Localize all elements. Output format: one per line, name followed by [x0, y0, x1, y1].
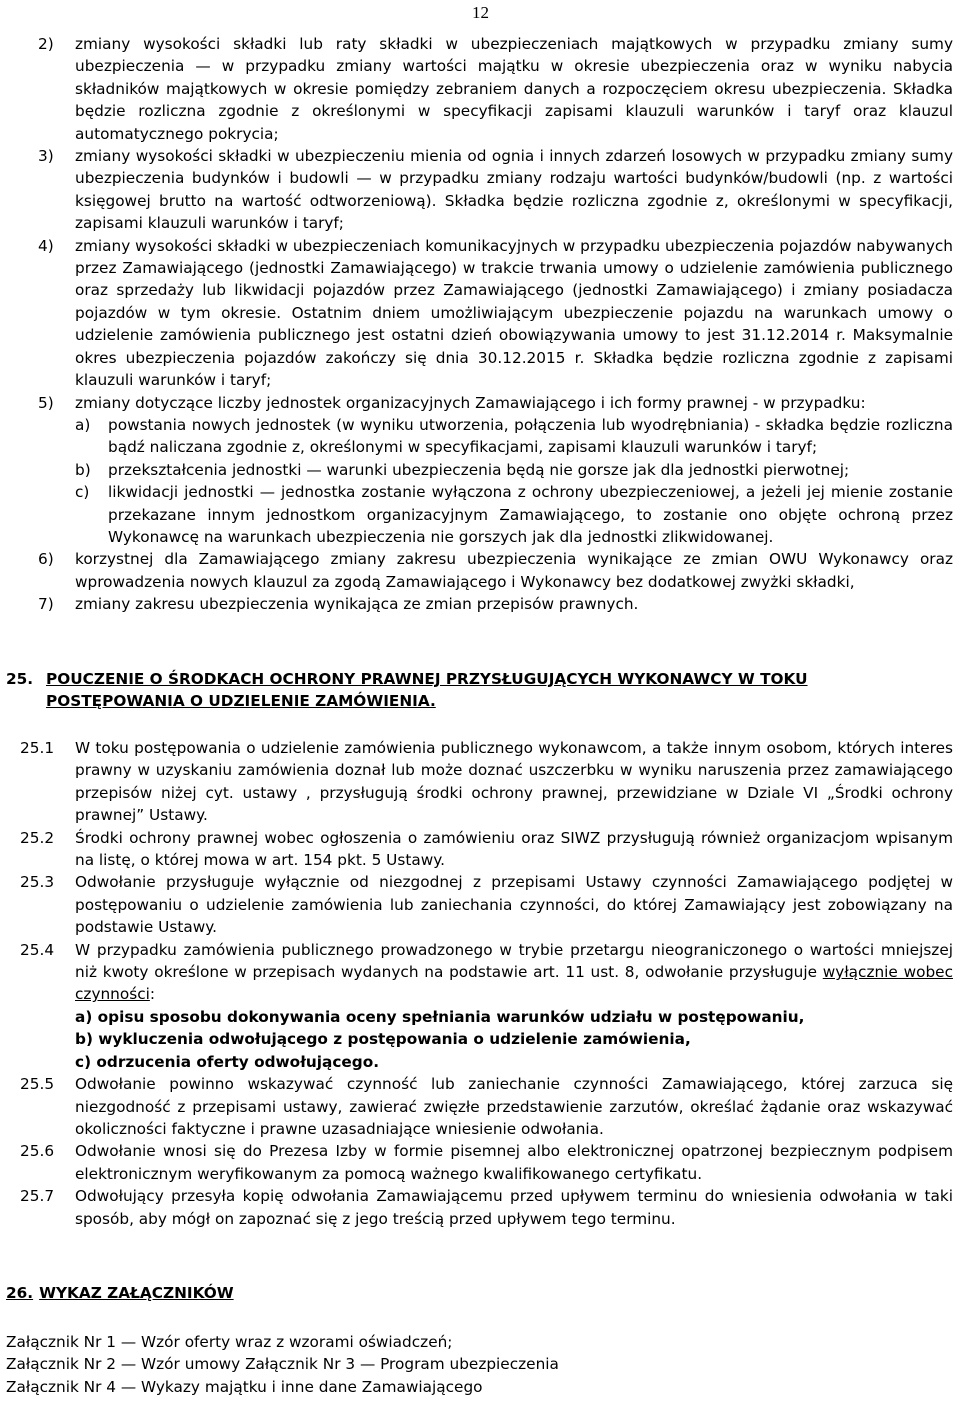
paragraph-text: W przypadku zamówienia publicznego prowadzonego w trybie przetargu nieograniczonego o wartości mniejszej niż kwoty określone w przepisach wydanych na podstawie art. 11 ust. 8, odwołanie przysługuje — [75, 940, 953, 982]
sub-item-text: powstania nowych jednostek (w wyniku utworzenia, połączenia lub wyodrębniania) - składka będzie rozliczna bądź naliczana zgodnie z, określonymi w specyfikacjami, zapisami klauzuli warunków i taryf; — [108, 415, 953, 457]
section-title: POUCZENIE O ŚRODKACH OCHRONY PRAWNEJ PRZYSŁUGUJĄCYCH WYKONAWCY W TOKU — [46, 670, 808, 688]
item-number: 2) — [38, 35, 54, 53]
paragraph-number: 25.3 — [20, 873, 55, 892]
sub-list-item — [0, 459, 960, 481]
underlined-text: wyłącznie wobec czynności — [75, 963, 953, 1004]
item-number: 4) — [38, 236, 54, 255]
paragraph — [0, 737, 960, 827]
bold-item-b: b) wykluczenia odwołującego z postępowania o udzielenie zamówienia, — [75, 1030, 691, 1049]
sub-list-item — [0, 481, 960, 548]
list-item — [0, 235, 960, 392]
item-number: 6) — [38, 550, 54, 569]
paragraph-number: 25.2 — [20, 828, 55, 847]
paragraph-text: Odwołanie powinno wskazywać czynność lub zaniechanie czynności Zamawiającego, której zarzuca się niezgodność z przepisami ustawy, zawierać zwięzłe przedstawienie zarzutów, określać żądanie oraz wskazywać okoliczności faktyczne i prawne uzasadniające wniesienie odwołania. — [75, 1075, 953, 1138]
paragraph — [0, 871, 960, 938]
sub-item-text: likwidacji jednostki — jednostka zostanie wyłączona z ochrony ubezpieczeniowej, a jeżeli jej mienie zostanie przekazane innym jednostkom organizacyjnym Zamawiającego, to zostanie ono objęte ochroną przez Wykonawcę na warunkach ubezpieczenia nie gorszych jak dla jednostki zlikwidowanej. — [108, 483, 953, 546]
section-title: WYKAZ ZAŁĄCZNIKÓW — [39, 1284, 234, 1302]
paragraph-number: 25.5 — [20, 1075, 55, 1094]
item-number: 7) — [38, 595, 54, 614]
paragraph-text: Odwołanie wnosi się do Prezesa Izby w formie pisemnej albo elektronicznej opatrzonej bezpiecznym podpisem elektronicznym weryfikowanym za pomocą ważnego kwalifikowanego certyfikatu. — [75, 1142, 953, 1183]
paragraph-text: W toku postępowania o udzielenie zamówienia publicznego wykonawcom, a także innym osobom, których interes prawny w uzyskaniu zamówienia doznał lub może doznać uszczerbku w wyniku naruszenia przez zamawiającego przepisów niżej cyt. ustawy , przysługują środki ochrony prawnej, przewidziane w Dziale VI „Środki ochrony prawnej” Ustawy. — [75, 739, 953, 825]
paragraph — [0, 1185, 960, 1230]
paragraph — [0, 939, 960, 1073]
page-number: 12 — [472, 3, 489, 22]
paragraph-text: Odwołanie przysługuje wyłącznie od niezgodnej z przepisami Ustawy czynności Zamawiającego podjętej w postępowaniu o udzielenie zamówienia lub zaniechania czynności, do której Zamawiający jest zobowiązany na podstawie Ustawy. — [75, 873, 953, 937]
item-number: 5) — [38, 393, 54, 412]
bold-item-c: c) odrzucenia oferty odwołującego. — [75, 1052, 380, 1071]
list-item — [0, 548, 960, 593]
attachment-line: Załącznik Nr 1 — Wzór oferty wraz z wzorami oświadczeń; — [6, 1333, 453, 1351]
list-item — [0, 33, 960, 145]
item-text: zmiany wysokości składki lub raty składki w ubezpieczeniach majątkowych w przypadku zmiany sumy ubezpieczenia — w przypadku zmiany wartości majątku w okresie ubezpieczenia oraz w wyniku nabycia składników majątkowych w okresie pomiędzy zebraniem danych a rozpoczęciem okresu ubezpieczenia. Składka będzie rozliczna zgodnie z określonymi w specyfikacji zapisami klauzuli warunków i taryf oraz klauzul automatycznego pokrycia; — [75, 35, 953, 143]
sub-item-number: c) — [75, 483, 90, 502]
attachments-list — [6, 1331, 559, 1398]
attachment-line: Załącznik Nr 2 — Wzór umowy Załącznik Nr 3 — Program ubezpieczenia — [6, 1355, 559, 1374]
item-text: zmiany wysokości składki w ubezpieczeniach komunikacyjnych w przypadku ubezpieczenia pojazdów nabywanych przez Zamawiającego (jednostki Zamawiającego) w trakcie trwania umowy o udzielenie zamówienia publicznego oraz sprzedaży lub likwidacji pojazdów przez Zamawiającego (jednostki Zamawiającego) i zmiany posiadacza pojazdów w tym okresie. Ostatnim dniem umożliwiającym ubezpieczenie pojazdu na warunkach umowy o udzielenie zamówienia publicznego jest ostatni dzień obowiązywania umowy to jest 31.12.2014 r. Maksymalnie okres ubezpieczenia pojazdów zakończy się dnia 30.12.2015 r. Składka będzie rozliczna zgodnie z zapisami klauzuli warunków i taryf; — [75, 236, 953, 390]
item-text: zmiany zakresu ubezpieczenia wynikająca ze zmian przepisów prawnych. — [75, 595, 639, 614]
punctuation: : — [149, 985, 156, 1004]
paragraph — [0, 1140, 960, 1185]
paragraph-number: 25.7 — [20, 1187, 55, 1206]
section-26-heading — [6, 1282, 953, 1304]
amendment-list — [0, 33, 960, 616]
attachment-line: Załącznik Nr 4 — Wykazy majątku i inne dane Zamawiającego — [6, 1377, 483, 1396]
section-title-continued: POSTĘPOWANIA O UDZIELENIE ZAMÓWIENIA. — [46, 692, 436, 711]
section-number: 26. — [6, 1284, 34, 1302]
section-number: 25. — [6, 670, 34, 688]
sub-list-item — [0, 414, 960, 459]
list-item — [0, 145, 960, 235]
paragraph — [0, 827, 960, 872]
item-text: zmiany dotyczące liczby jednostek organizacyjnych Zamawiającego i ich formy prawnej - w przypadku: — [75, 393, 866, 412]
item-text: zmiany wysokości składki w ubezpieczeniu mienia od ognia i innych zdarzeń losowych w przypadku zmiany sumy ubezpieczenia budynków i budowli — w przypadku zmiany rodzaju wartości budynków/budowli (np. z wartości księgowej brutto na wartość odtworzeniową). Składka będzie rozliczna zgodnie z, określonymi w specyfikacji, zapisami klauzuli warunków i taryf; — [75, 147, 953, 233]
paragraph-text: Środki ochrony prawnej wobec ogłoszenia o zamówieniu oraz SIWZ przysługują również organizacjom wpisanym na listę, o której mowa w art. 154 pkt. 5 Ustawy. — [75, 828, 953, 870]
paragraph-number: 25.1 — [20, 739, 55, 757]
paragraph — [0, 1073, 960, 1140]
item-number: 3) — [38, 147, 54, 166]
paragraph-text: Odwołujący przesyła kopię odwołania Zamawiającemu przed upływem terminu do wniesienia odwołania w taki sposób, aby mógł on zapoznać się z jego treścią przed upływem tego terminu. — [75, 1187, 953, 1228]
list-item — [0, 392, 960, 414]
item-text: korzystnej dla Zamawiającego zmiany zakresu ubezpieczenia wynikające ze zmian OWU Wykonawcy oraz wprowadzenia nowych klauzul za zgodą Zamawiającego i Wykonawcy bez dodatkowej zwyżki składki, — [75, 550, 953, 591]
section-25-body — [0, 737, 960, 1230]
sub-item-number: b) — [75, 460, 91, 479]
list-item — [0, 593, 960, 615]
sub-item-text: przekształcenia jednostki — warunki ubezpieczenia będą nie gorsze jak dla jednostki pierwotnej; — [108, 460, 850, 479]
paragraph-number: 25.6 — [20, 1142, 55, 1161]
section-25-heading — [6, 668, 953, 713]
paragraph-number: 25.4 — [20, 940, 55, 959]
sub-item-number: a) — [75, 415, 91, 434]
bold-item-a: a) opisu sposobu dokonywania oceny spełniania warunków udziału w postępowaniu, — [75, 1007, 805, 1026]
